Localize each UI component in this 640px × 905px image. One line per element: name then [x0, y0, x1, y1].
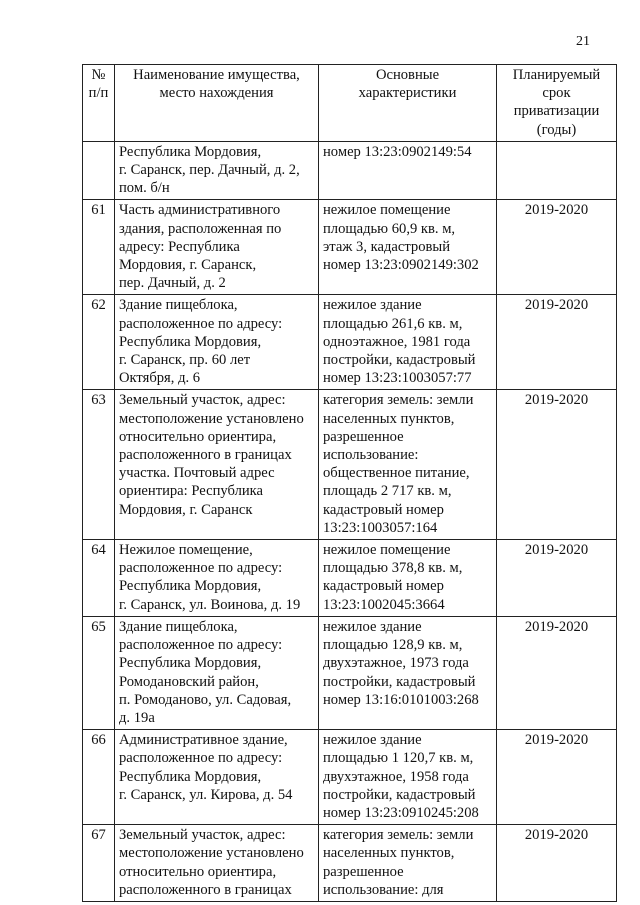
row-characteristics: категория земель: земли населенных пунктов, разрешенное использование: для: [319, 825, 497, 902]
row-property-name: Здание пищеблока, расположенное по адресу: Республика Мордовия, Ромодановский район, п. Ромоданово, ул. Садовая, д. 19а: [115, 616, 319, 729]
table-row: [83, 141, 617, 200]
row-term: 2019-2020: [497, 295, 617, 390]
privatization-table: [82, 64, 617, 902]
row-characteristics: категория земель: земли населенных пунктов, разрешенное использование: общественное питание, площадь 2 717 кв. м, кадастровый номер 13:23:1003057:164: [319, 390, 497, 540]
row-property-name: Земельный участок, адрес: местоположение установлено относительно ориентира, расположенного в границах: [115, 825, 319, 902]
table-row: [83, 540, 617, 617]
row-property-name: Административное здание, расположенное по адресу: Республика Мордовия, г. Саранск, ул. Кирова, д. 54: [115, 730, 319, 825]
header-number: № п/п: [83, 65, 115, 142]
table-row: [83, 295, 617, 390]
table-row: [83, 825, 617, 902]
header-privatization-term: Планируемый срок приватизации (годы): [497, 65, 617, 142]
row-term: 2019-2020: [497, 730, 617, 825]
row-characteristics: нежилое здание площадью 128,9 кв. м, двухэтажное, 1973 года постройки, кадастровый номер 13:16:0101003:268: [319, 616, 497, 729]
row-number: 66: [83, 730, 115, 825]
row-characteristics: нежилое помещение площадью 60,9 кв. м, этаж 3, кадастровый номер 13:23:0902149:302: [319, 200, 497, 295]
table-row: [83, 200, 617, 295]
row-property-name: Нежилое помещение, расположенное по адресу: Республика Мордовия, г. Саранск, ул. Воинова, д. 19: [115, 540, 319, 617]
row-term: [497, 141, 617, 200]
row-number: 64: [83, 540, 115, 617]
row-term: 2019-2020: [497, 200, 617, 295]
row-number: 62: [83, 295, 115, 390]
row-characteristics: нежилое помещение площадью 378,8 кв. м, кадастровый номер 13:23:1002045:3664: [319, 540, 497, 617]
row-number: 63: [83, 390, 115, 540]
row-term: 2019-2020: [497, 616, 617, 729]
row-number: 65: [83, 616, 115, 729]
row-characteristics: номер 13:23:0902149:54: [319, 141, 497, 200]
header-characteristics: Основные характеристики: [319, 65, 497, 142]
row-property-name: Часть административного здания, расположенная по адресу: Республика Мордовия, г. Саранск, пер. Дачный, д. 2: [115, 200, 319, 295]
row-property-name: Республика Мордовия, г. Саранск, пер. Дачный, д. 2, пом. б/н: [115, 141, 319, 200]
table-row: [83, 730, 617, 825]
table-header-row: [83, 65, 617, 142]
table-row: [83, 390, 617, 540]
row-characteristics: нежилое здание площадью 261,6 кв. м, одноэтажное, 1981 года постройки, кадастровый номер 13:23:1003057:77: [319, 295, 497, 390]
row-number: 61: [83, 200, 115, 295]
row-number: [83, 141, 115, 200]
table-row: [83, 616, 617, 729]
row-term: 2019-2020: [497, 540, 617, 617]
row-term: 2019-2020: [497, 825, 617, 902]
header-property-name: Наименование имущества, место нахождения: [115, 65, 319, 142]
row-property-name: Земельный участок, адрес: местоположение установлено относительно ориентира, расположенного в границах участка. Почтовый адрес ориентира: Республика Мордовия, г. Саранск: [115, 390, 319, 540]
row-property-name: Здание пищеблока, расположенное по адресу: Республика Мордовия, г. Саранск, пр. 60 лет Октября, д. 6: [115, 295, 319, 390]
row-number: 67: [83, 825, 115, 902]
row-characteristics: нежилое здание площадью 1 120,7 кв. м, двухэтажное, 1958 года постройки, кадастровый номер 13:23:0910245:208: [319, 730, 497, 825]
page-number: 21: [576, 34, 590, 49]
row-term: 2019-2020: [497, 390, 617, 540]
